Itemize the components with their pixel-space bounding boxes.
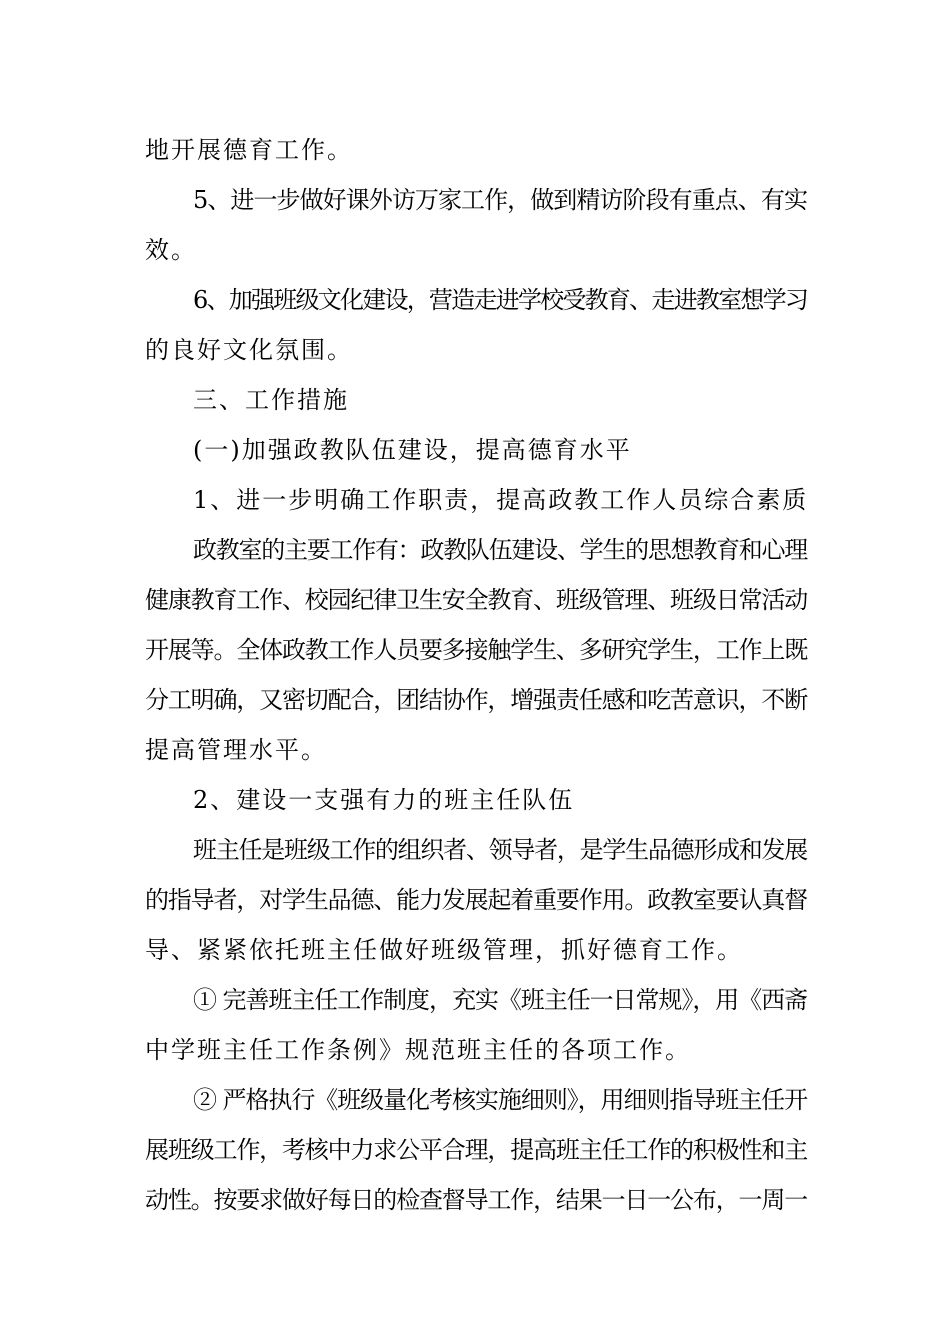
text-line-17: 导、紧紧依托班主任做好班级管理，抓好德育工作。 <box>145 936 743 964</box>
text-line-3: 效。 <box>145 236 197 264</box>
text-line-9: 政教室的主要工作有：政教队伍建设、学生的思想教育和心理 <box>193 536 807 564</box>
text-line-19: 中学班主任工作条例》规范班主任的各项工作。 <box>145 1036 691 1064</box>
text-line-21: 展班级工作，考核中力求公平合理，提高班主任工作的积极性和主 <box>145 1136 807 1164</box>
text-line-4: 6、加强班级文化建设，营造走进学校受教育、走进教室想学习 <box>193 286 807 314</box>
text-line-11: 开展等。全体政教工作人员要多接触学生、多研究学生，工作上既 <box>145 636 807 664</box>
text-line-13: 提高管理水平。 <box>145 736 327 764</box>
text-line-15: 班主任是班级工作的组织者、领导者，是学生品德形成和发展 <box>193 836 807 864</box>
subsection-heading: (一)加强政教队伍建设，提高德育水平 <box>193 436 632 464</box>
text-line-20: ② 严格执行《班级量化考核实施细则》，用细则指导班主任开 <box>193 1086 807 1114</box>
section-heading: 三、工作措施 <box>193 386 349 414</box>
text-line-12: 分工明确，又密切配合，团结协作，增强责任感和吃苦意识，不断 <box>145 686 807 714</box>
text-line-2: 5、进一步做好课外访万家工作，做到精访阶段有重点、有实 <box>193 186 807 214</box>
item-heading-1: 1、进一步明确工作职责，提高政教工作人员综合素质 <box>193 486 809 514</box>
text-line-5: 的良好文化氛围。 <box>145 336 353 364</box>
text-line-22: 动性。按要求做好每日的检查督导工作，结果一日一公布，一周一 <box>145 1186 807 1214</box>
text-line-16: 的指导者，对学生品德、能力发展起着重要作用。政教室要认真督 <box>145 886 807 914</box>
text-line-10: 健康教育工作、校园纪律卫生安全教育、班级管理、班级日常活动 <box>145 586 807 614</box>
text-line-1: 地开展德育工作。 <box>145 136 353 164</box>
item-heading-2: 2、建设一支强有力的班主任队伍 <box>193 786 575 814</box>
text-line-18: ① 完善班主任工作制度，充实《班主任一日常规》，用《西斋 <box>193 986 807 1014</box>
